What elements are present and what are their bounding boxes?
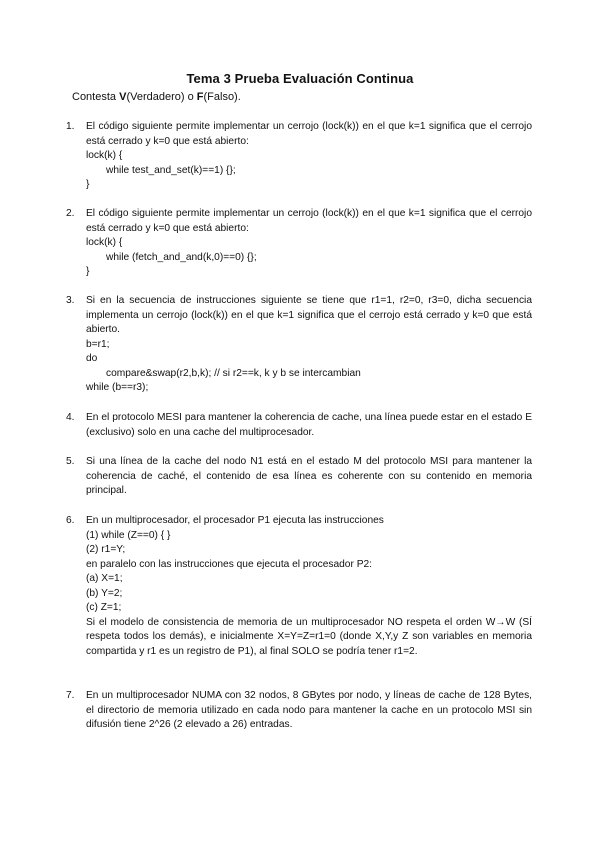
- question-4: [66, 411, 532, 440]
- code-line: lock(k) {: [86, 237, 123, 248]
- question-number: 2.: [66, 208, 75, 219]
- question-number: 4.: [66, 412, 75, 423]
- question-line: (c) Z=1;: [86, 602, 122, 613]
- question-text: El código siguiente permite implementar un cerrojo (lock(k)) en el que k=1 significa que el cerrojo está cerrado y k=0 que está abierto:: [86, 121, 532, 147]
- page-title: Tema 3 Prueba Evaluación Continua: [186, 71, 414, 86]
- question-7: [66, 689, 532, 733]
- code-line: while (fetch_and_and(k,0)==0) {};: [106, 251, 257, 263]
- false-word: (Falso).: [203, 91, 241, 103]
- code-line: while (b==r3);: [86, 382, 149, 393]
- instructions-prefix: Contesta: [72, 91, 120, 103]
- question-text: En el protocolo MESI para mantener la coherencia de cache, una línea puede estar en el estado E (exclusivo) solo en una cache del multiprocesador.: [86, 412, 532, 438]
- code-line: }: [86, 179, 90, 190]
- question-number: 1.: [66, 121, 75, 132]
- question-line: (1) while (Z==0) { }: [86, 529, 171, 541]
- question-1: [66, 120, 532, 193]
- question-number: 7.: [66, 690, 75, 701]
- code-line: while test_and_set(k)==1) {};: [106, 164, 236, 176]
- question-line: (2) r1=Y;: [86, 544, 126, 555]
- question-line: En un multiprocesador, el procesador P1 ejecuta las instrucciones: [86, 515, 384, 526]
- question-6: [66, 514, 532, 659]
- question-3: [66, 294, 532, 396]
- question-text: En un multiprocesador NUMA con 32 nodos, 8 GBytes por nodo, y líneas de cache de 128 Bytes, el directorio de memoria utilizado en cada nodo para mantener la cache en un protocolo MSI sin difusión tiene 2^26 (2 elevado a 26) entradas.: [86, 690, 532, 730]
- question-2: [66, 207, 532, 280]
- question-line: (b) Y=2;: [86, 587, 123, 599]
- code-line: b=r1;: [86, 338, 110, 350]
- question-text: Si una línea de la cache del nodo N1 está en el estado M del protocolo MSI para mantener la coherencia de caché, el contenido de esa línea es coherente con su contenido en memoria principal.: [86, 456, 532, 496]
- code-line: lock(k) {: [86, 150, 123, 161]
- question-text: Si el modelo de consistencia de memoria de un multiprocesador NO respeta el orden W→W (SÍ respeta todos los demás), e inicialmente X=Y=Z=r1=0 (donde X,Y,y Z son variables en memoria compartida y r1 es un registro de P1), al final SOLO se podría tener r1=2.: [86, 616, 532, 657]
- code-line: }: [86, 266, 90, 277]
- question-number: 5.: [66, 456, 75, 467]
- true-word: (Verdadero) o: [126, 91, 197, 103]
- question-text: Si en la secuencia de instrucciones siguiente se tiene que r1=1, r2=0, r3=0, dicha secuencia implementa un cerrojo (lock(k)) en el que k=1 significa que el cerrojo está cerrado y k=0 que está abierto.: [86, 295, 532, 335]
- question-number: 3.: [66, 295, 75, 306]
- false-letter: F: [196, 91, 204, 103]
- code-line: do: [86, 353, 98, 364]
- question-line: en paralelo con las instrucciones que ejecuta el procesador P2:: [86, 558, 372, 570]
- question-number: 6.: [66, 515, 75, 526]
- code-line: compare&swap(r2,b,k); // si r2==k, k y b se intercambian: [106, 367, 361, 379]
- question-5: [66, 455, 532, 499]
- question-text: El código siguiente permite implementar un cerrojo (lock(k)) en el que k=1 significa que el cerrojo está cerrado y k=0 que está abierto:: [86, 208, 532, 234]
- instructions: [72, 91, 241, 103]
- true-letter: V: [119, 91, 127, 103]
- question-line: (a) X=1;: [86, 573, 123, 584]
